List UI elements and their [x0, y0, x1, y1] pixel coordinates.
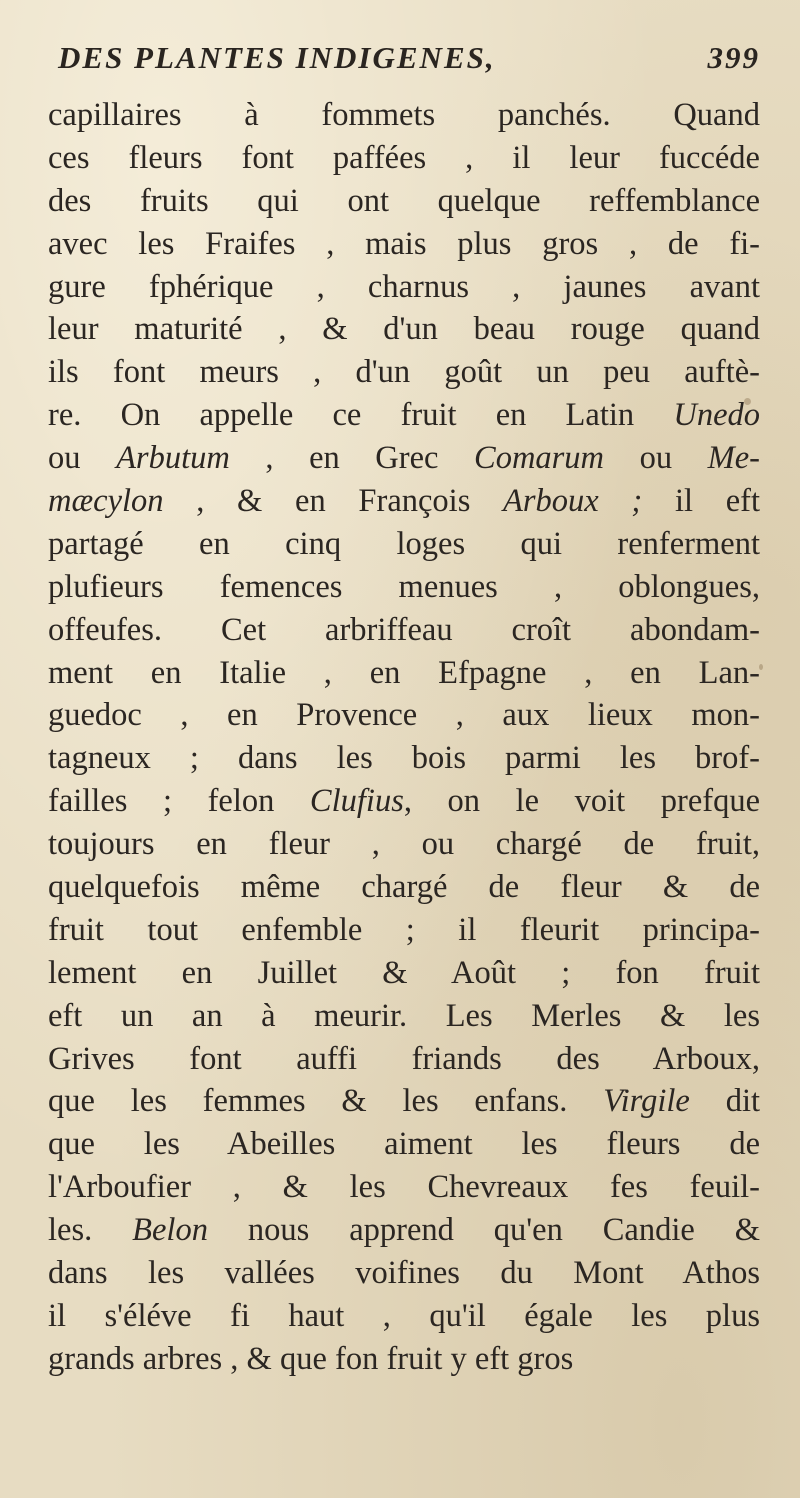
text-line	[48, 995, 760, 1038]
text-run: eft un an à meurir. Les Merles & les	[48, 997, 760, 1034]
text-line	[48, 180, 760, 223]
text-line	[48, 866, 760, 909]
running-head	[48, 40, 760, 92]
text-run: des fruits qui ont quelque reffemblance	[48, 182, 760, 219]
text-run: , & en François	[163, 483, 504, 520]
text-line	[48, 652, 760, 695]
text-line	[48, 351, 760, 394]
text-line	[48, 566, 760, 609]
italic-text: Arboux ;	[503, 483, 643, 520]
text-run: capillaires à fommets panchés. Quand	[48, 97, 760, 133]
text-run: plufieurs femences menues , oblongues,	[48, 568, 760, 605]
text-line	[48, 94, 760, 137]
text-line	[48, 780, 760, 823]
text-run: dit	[689, 1083, 760, 1120]
italic-text: Unedo	[673, 397, 760, 434]
text-line	[48, 823, 760, 866]
text-run: guedoc , en Provence , aux lieux mon-	[48, 697, 760, 734]
text-run: quelquefois même chargé de fleur & de	[48, 869, 760, 906]
text-run: ces fleurs font paffées , il leur fuccéde	[48, 139, 760, 176]
text-line	[48, 909, 760, 952]
text-run: il eft	[642, 483, 760, 520]
text-line	[48, 223, 760, 266]
italic-text: Belon	[132, 1212, 208, 1249]
text-run: l'Arboufier , & les Chevreaux fes feuil-	[48, 1169, 760, 1206]
text-line	[48, 1038, 760, 1081]
italic-text: Clufius	[309, 783, 404, 820]
italic-text: mæcylon	[48, 483, 164, 520]
text-line	[48, 1209, 760, 1252]
text-run: offeufes. Cet arbriffeau croît abondam-	[48, 611, 760, 648]
text-run: gure fphérique , charnus , jaunes avant	[48, 268, 760, 305]
text-line	[48, 308, 760, 351]
paper-blemish	[759, 664, 763, 670]
running-head-title: DES PLANTES INDIGENES,	[58, 40, 496, 75]
text-run: ment en Italie , en Efpagne , en Lan-	[48, 654, 760, 691]
text-run: fruit tout enfemble ; il fleurit principa-	[48, 911, 760, 948]
text-line	[48, 609, 760, 652]
text-run: il s'éléve fi haut , qu'il égale les plus	[48, 1297, 760, 1334]
italic-text: Virgile	[603, 1083, 690, 1120]
text-run: leur maturité , & d'un beau rouge quand	[48, 311, 760, 348]
italic-text: Comarum	[474, 440, 605, 477]
text-line	[48, 952, 760, 995]
text-run: re. On appelle ce fruit en Latin	[48, 397, 674, 434]
text-line	[48, 523, 760, 566]
text-line	[48, 394, 760, 437]
text-run: failles ; felon	[48, 783, 310, 820]
text-run: , en Grec	[229, 440, 475, 477]
text-line	[48, 437, 760, 480]
page-number: 399	[707, 40, 760, 75]
text-line	[48, 1338, 760, 1381]
italic-text: Me-	[707, 440, 760, 477]
text-run: les.	[48, 1212, 133, 1249]
body-text	[48, 94, 760, 1381]
text-line	[48, 266, 760, 309]
italic-text: Arbutum	[116, 440, 230, 477]
text-run: grands arbres , & que fon fruit y eft gros	[48, 1340, 574, 1377]
text-run: Grives font auffi friands des Arboux,	[48, 1040, 760, 1077]
text-line	[48, 480, 760, 523]
text-line	[48, 694, 760, 737]
text-run: que les femmes & les enfans.	[48, 1083, 604, 1120]
text-line	[48, 1252, 760, 1295]
text-run: avec les Fraifes , mais plus gros , de fi-	[48, 225, 760, 262]
text-line	[48, 1295, 760, 1338]
text-run: lement en Juillet & Août ; fon fruit	[48, 954, 760, 991]
text-line	[48, 1123, 760, 1166]
text-run: partagé en cinq loges qui renferment	[48, 525, 760, 562]
text-run: ou	[604, 440, 708, 477]
text-run: que les Abeilles aiment les fleurs de	[48, 1126, 760, 1163]
text-run: nous apprend qu'en Candie &	[207, 1212, 760, 1249]
text-line	[48, 137, 760, 180]
paper-blemish	[744, 398, 751, 405]
text-run: toujours en fleur , ou chargé de fruit,	[48, 826, 760, 863]
text-line	[48, 1166, 760, 1209]
text-run: ils font meurs , d'un goût un peu auftè-	[48, 354, 760, 391]
text-run: ou	[48, 440, 117, 477]
text-run: dans les vallées voifines du Mont Athos	[48, 1255, 760, 1292]
text-run: tagneux ; dans les bois parmi les brof-	[48, 740, 760, 777]
text-line	[48, 737, 760, 780]
text-run: , on le voit prefque	[403, 783, 760, 820]
text-line	[48, 1080, 760, 1123]
